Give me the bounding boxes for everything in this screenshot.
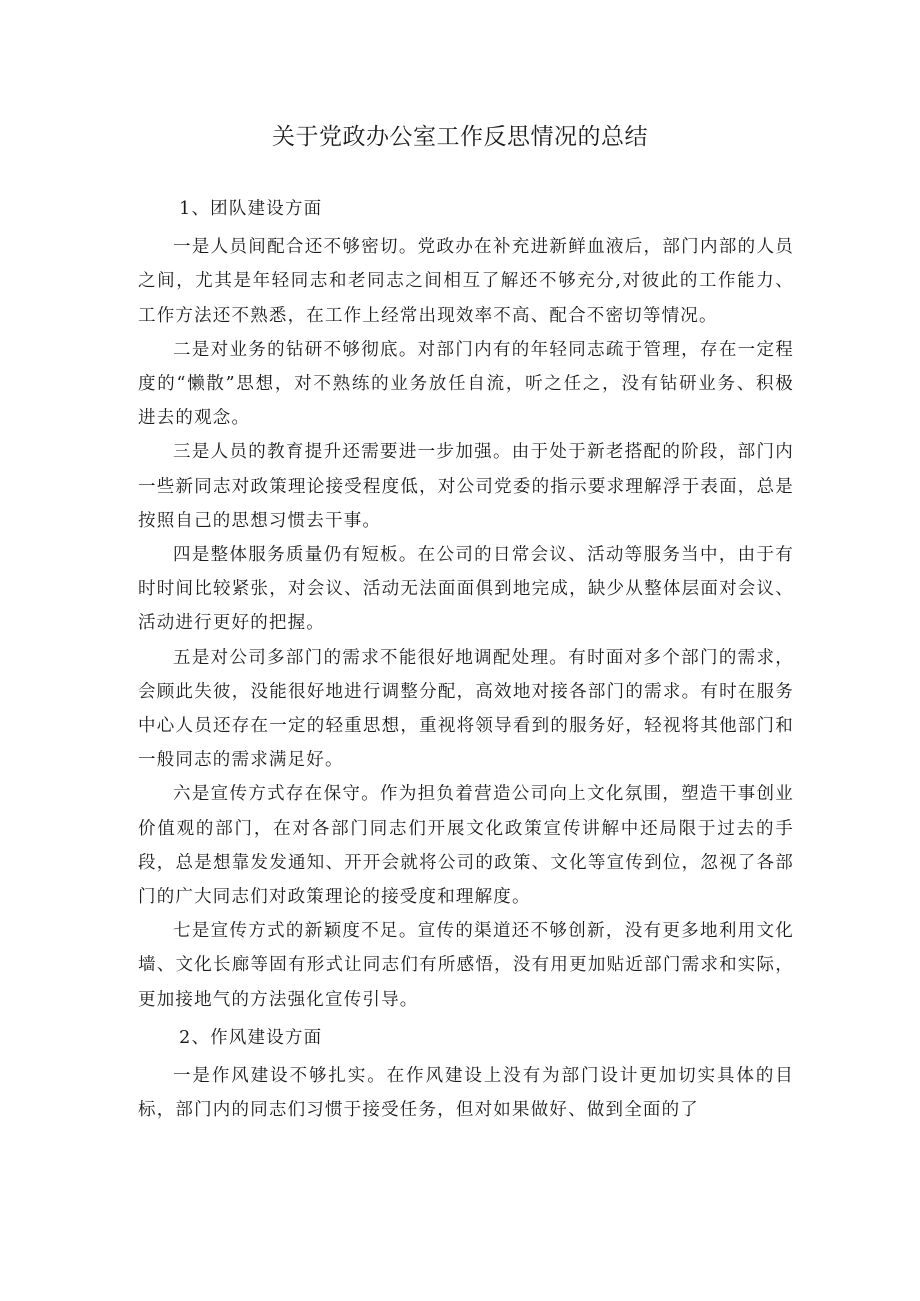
paragraph: 七是宣传方式的新颖度不足。宣传的渠道还不够创新，没有更多地利用文化墙、文化长廊等固有形式让同志们有所感悟，没有用更加贴近部门需求和实际，更加接地气的方法强化宣传引导。 [138, 921, 794, 1010]
paragraph: 六是宣传方式存在保守。作为担负着营造公司向上文化氛围，塑造干事创业价值观的部门，在对各部门同志们开展文化政策宣传讲解中还局限于过去的手段，总是想靠发发通知、开开会就将公司的政策、文化等宣传到位，忽视了各部门的广大同志们对政策理论的接受度和理解度。 [138, 784, 794, 908]
section-heading-work-style: 2、作风建设方面 [179, 1027, 323, 1048]
paragraph: 二是对业务的钻研不够彻底。对部门内有的年轻同志疏于管理，存在一定程度的“懒散”思想，对不熟练的业务放任自流，听之任之，没有钻研业务、积极进去的观念。 [138, 339, 794, 429]
document-title: 关于党政办公室工作反思情况的总结 [272, 124, 648, 150]
document-body [138, 192, 794, 1127]
paragraph: 一是作风建设不够扎实。在作风建设上没有为部门设计更加切实具体的目标，部门内的同志们习惯于接受任务，但对如果做好、做到全面的了 [138, 1066, 794, 1121]
paragraph: 三是人员的教育提升还需要进一步加强。由于处于新老搭配的阶段，部门内一些新同志对政策理论接受程度低，对公司党委的指示要求理解浮于表面，总是按照自己的思想习惯去干事。 [138, 442, 794, 531]
paragraph: 五是对公司多部门的需求不能很好地调配处理。有时面对多个部门的需求，会顾此失彼，没能很好地进行调整分配，高效地对接各部门的需求。有时在服务中心人员还存在一定的轻重思想，重视将领导看到的服务好，轻视将其他部门和一般同志的需求满足好。 [138, 647, 794, 771]
section-heading-team-building: 1、团队建设方面 [179, 199, 323, 219]
paragraph: 四是整体服务质量仍有短板。在公司的日常会议、活动等服务当中，由于有时时间比较紧张，对会议、活动无法面面俱到地完成，缺少从整体层面对会议、活动进行更好的把握。 [138, 545, 794, 634]
paragraph: 一是人员间配合还不够密切。党政办在补充进新鲜血液后，部门内部的人员之间，尤其是年轻同志和老同志之间相互了解还不够充分,对彼此的工作能力、工作方法还不熟悉，在工作上经常出现效率不高、配合不密切等情况。 [138, 237, 794, 326]
